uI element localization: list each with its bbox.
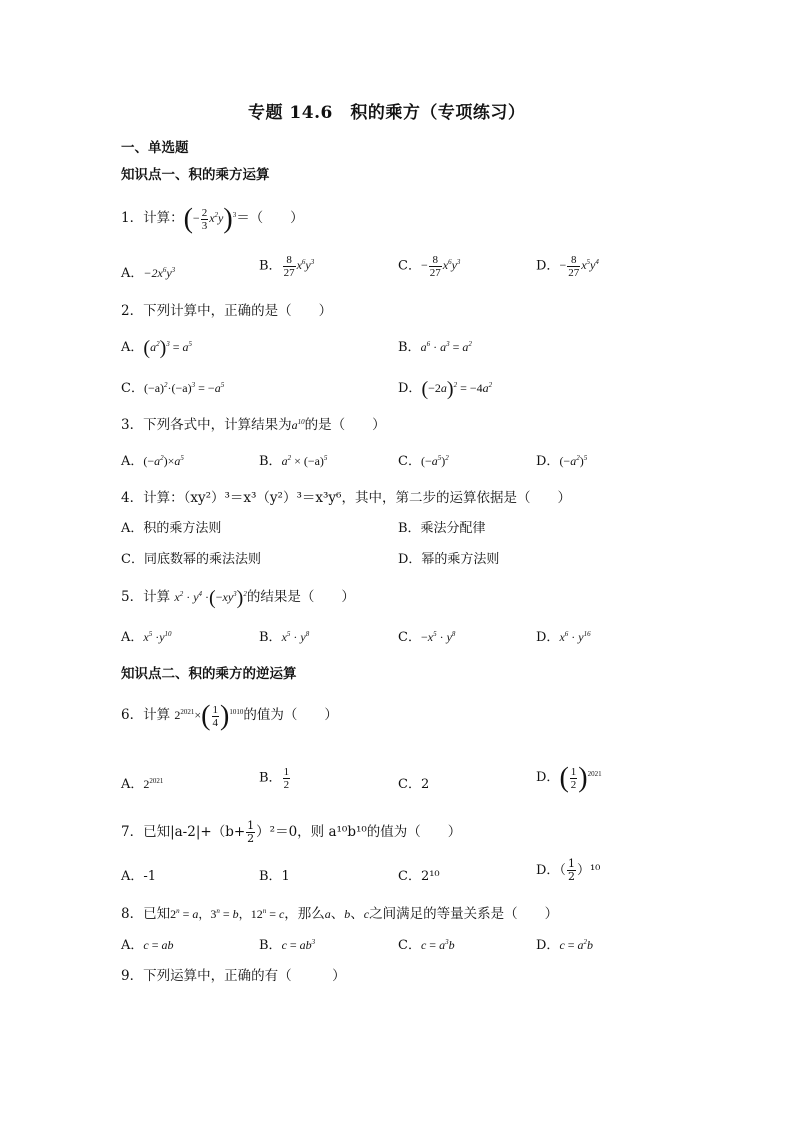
q5-option-c[interactable]: C．$-x^5 \cdot y^8$ bbox=[398, 630, 456, 645]
q8-option-b[interactable]: B．$c = ab^3$ bbox=[259, 938, 316, 953]
q5-option-d[interactable]: D．$x^6 \cdot y^{16}$ bbox=[536, 630, 591, 645]
q1-option-b[interactable]: B． $\frac{8}{27}$ $x^6y^3$ bbox=[259, 254, 315, 279]
question-6: 6．计算 $2^{2021}\times$( $\frac{1}{4}$ )$^{1010}$的值为（ ） bbox=[121, 700, 338, 731]
question-4: 4．计算：（xy²）³＝x³（y²）³＝x³y⁶，其中，第二步的运算依据是（ ） bbox=[121, 490, 571, 506]
q7-option-d[interactable]: D．（ $\frac{1}{2}$ ）¹⁰ bbox=[536, 857, 601, 883]
knowledge-point-2: 知识点二、积的乘方的逆运算 bbox=[121, 666, 297, 682]
q3-option-b[interactable]: B．$a^2 \times (-a)^5$ bbox=[259, 454, 328, 469]
q2-option-b[interactable]: B．$a^6 \cdot a^3 = a^2$ bbox=[398, 340, 472, 355]
question-7: 7．已知|a-2|+（b+ $\frac{1}{2}$ ）²＝0，则 a¹⁰b¹⁰的值为（ ） bbox=[121, 819, 462, 845]
q6-option-d[interactable]: D．( $\frac{1}{2}$ )$^{2021}$ bbox=[536, 762, 602, 793]
q7-option-c[interactable]: C．2¹⁰ bbox=[398, 869, 440, 884]
q2-option-a[interactable]: A．$(a^2)^3 = a^5$ bbox=[121, 336, 193, 359]
q1-option-d[interactable]: D．− $\frac{8}{27}$ $x^5y^4$ bbox=[536, 254, 599, 279]
question-3: 3．下列各式中，计算结果为$a^{10}$的是（ ） bbox=[121, 417, 386, 433]
q1-option-c[interactable]: C．− $\frac{8}{27}$ $x^6y^3$ bbox=[398, 254, 461, 279]
q8-option-c[interactable]: C．$c = a^3b$ bbox=[398, 938, 455, 953]
q6-option-a[interactable]: A．$2^{2021}$ bbox=[121, 777, 164, 792]
q8-option-a[interactable]: A．c = ab bbox=[121, 938, 174, 953]
question-5: 5．计算 $x^2 \cdot y^4 \cdot(-xy^3)^2$的结果是（ ） bbox=[121, 586, 355, 609]
knowledge-point-1: 知识点一、积的乘方运算 bbox=[121, 167, 270, 183]
question-2: 2．下列计算中，正确的是（ ） bbox=[121, 303, 333, 319]
question-8: 8．已知2$^n$ = a，3$^n$ = b，12$^n$ = c，那么a、b、c之间满足的等量关系是（ ） bbox=[121, 906, 559, 922]
q4-option-a[interactable]: A．积的乘方法则 bbox=[121, 521, 222, 536]
q4-option-b[interactable]: B．乘法分配律 bbox=[398, 521, 486, 536]
q5-option-a[interactable]: A．$x^5 \cdot y^{10}$ bbox=[121, 630, 172, 645]
question-1: 1．计算：(− $\frac{2}{3}$ $x^2y)^3=$（ ） bbox=[121, 203, 304, 234]
q7-option-a[interactable]: A．-1 bbox=[121, 869, 157, 884]
q6-option-c[interactable]: C．2 bbox=[398, 777, 430, 792]
q3-option-c[interactable]: C．$(-a^5)^2$ bbox=[398, 454, 449, 469]
q3-option-a[interactable]: A．$(-a^2)\times a^5$ bbox=[121, 454, 184, 469]
q2-option-d[interactable]: D．$(-2a)^2 = -4a^2$ bbox=[398, 377, 493, 400]
q3-option-d[interactable]: D．$(-a^2)^5$ bbox=[536, 454, 588, 469]
q7-option-b[interactable]: B．1 bbox=[259, 869, 290, 884]
question-9: 9．下列运算中，正确的有（ ） bbox=[121, 968, 346, 984]
q4-option-d[interactable]: D．幂的乘方法则 bbox=[398, 552, 500, 567]
q5-option-b[interactable]: B．$x^5 \cdot y^8$ bbox=[259, 630, 310, 645]
section-heading: 一、单选题 bbox=[121, 140, 189, 156]
q6-option-b[interactable]: B． $\frac{1}{2}$ bbox=[259, 766, 290, 791]
q4-option-c[interactable]: C．同底数幂的乘法法则 bbox=[121, 552, 261, 567]
q1-option-a[interactable]: A．$-2x^6y^3$ bbox=[121, 266, 176, 281]
page-title: 专题 14.6 积的乘方（专项练习） bbox=[248, 103, 526, 123]
q2-option-c[interactable]: C．$(-a)^2\cdot(-a)^3 = -a^5$ bbox=[121, 381, 225, 396]
q8-option-d[interactable]: D．$c = a^2b$ bbox=[536, 938, 594, 953]
